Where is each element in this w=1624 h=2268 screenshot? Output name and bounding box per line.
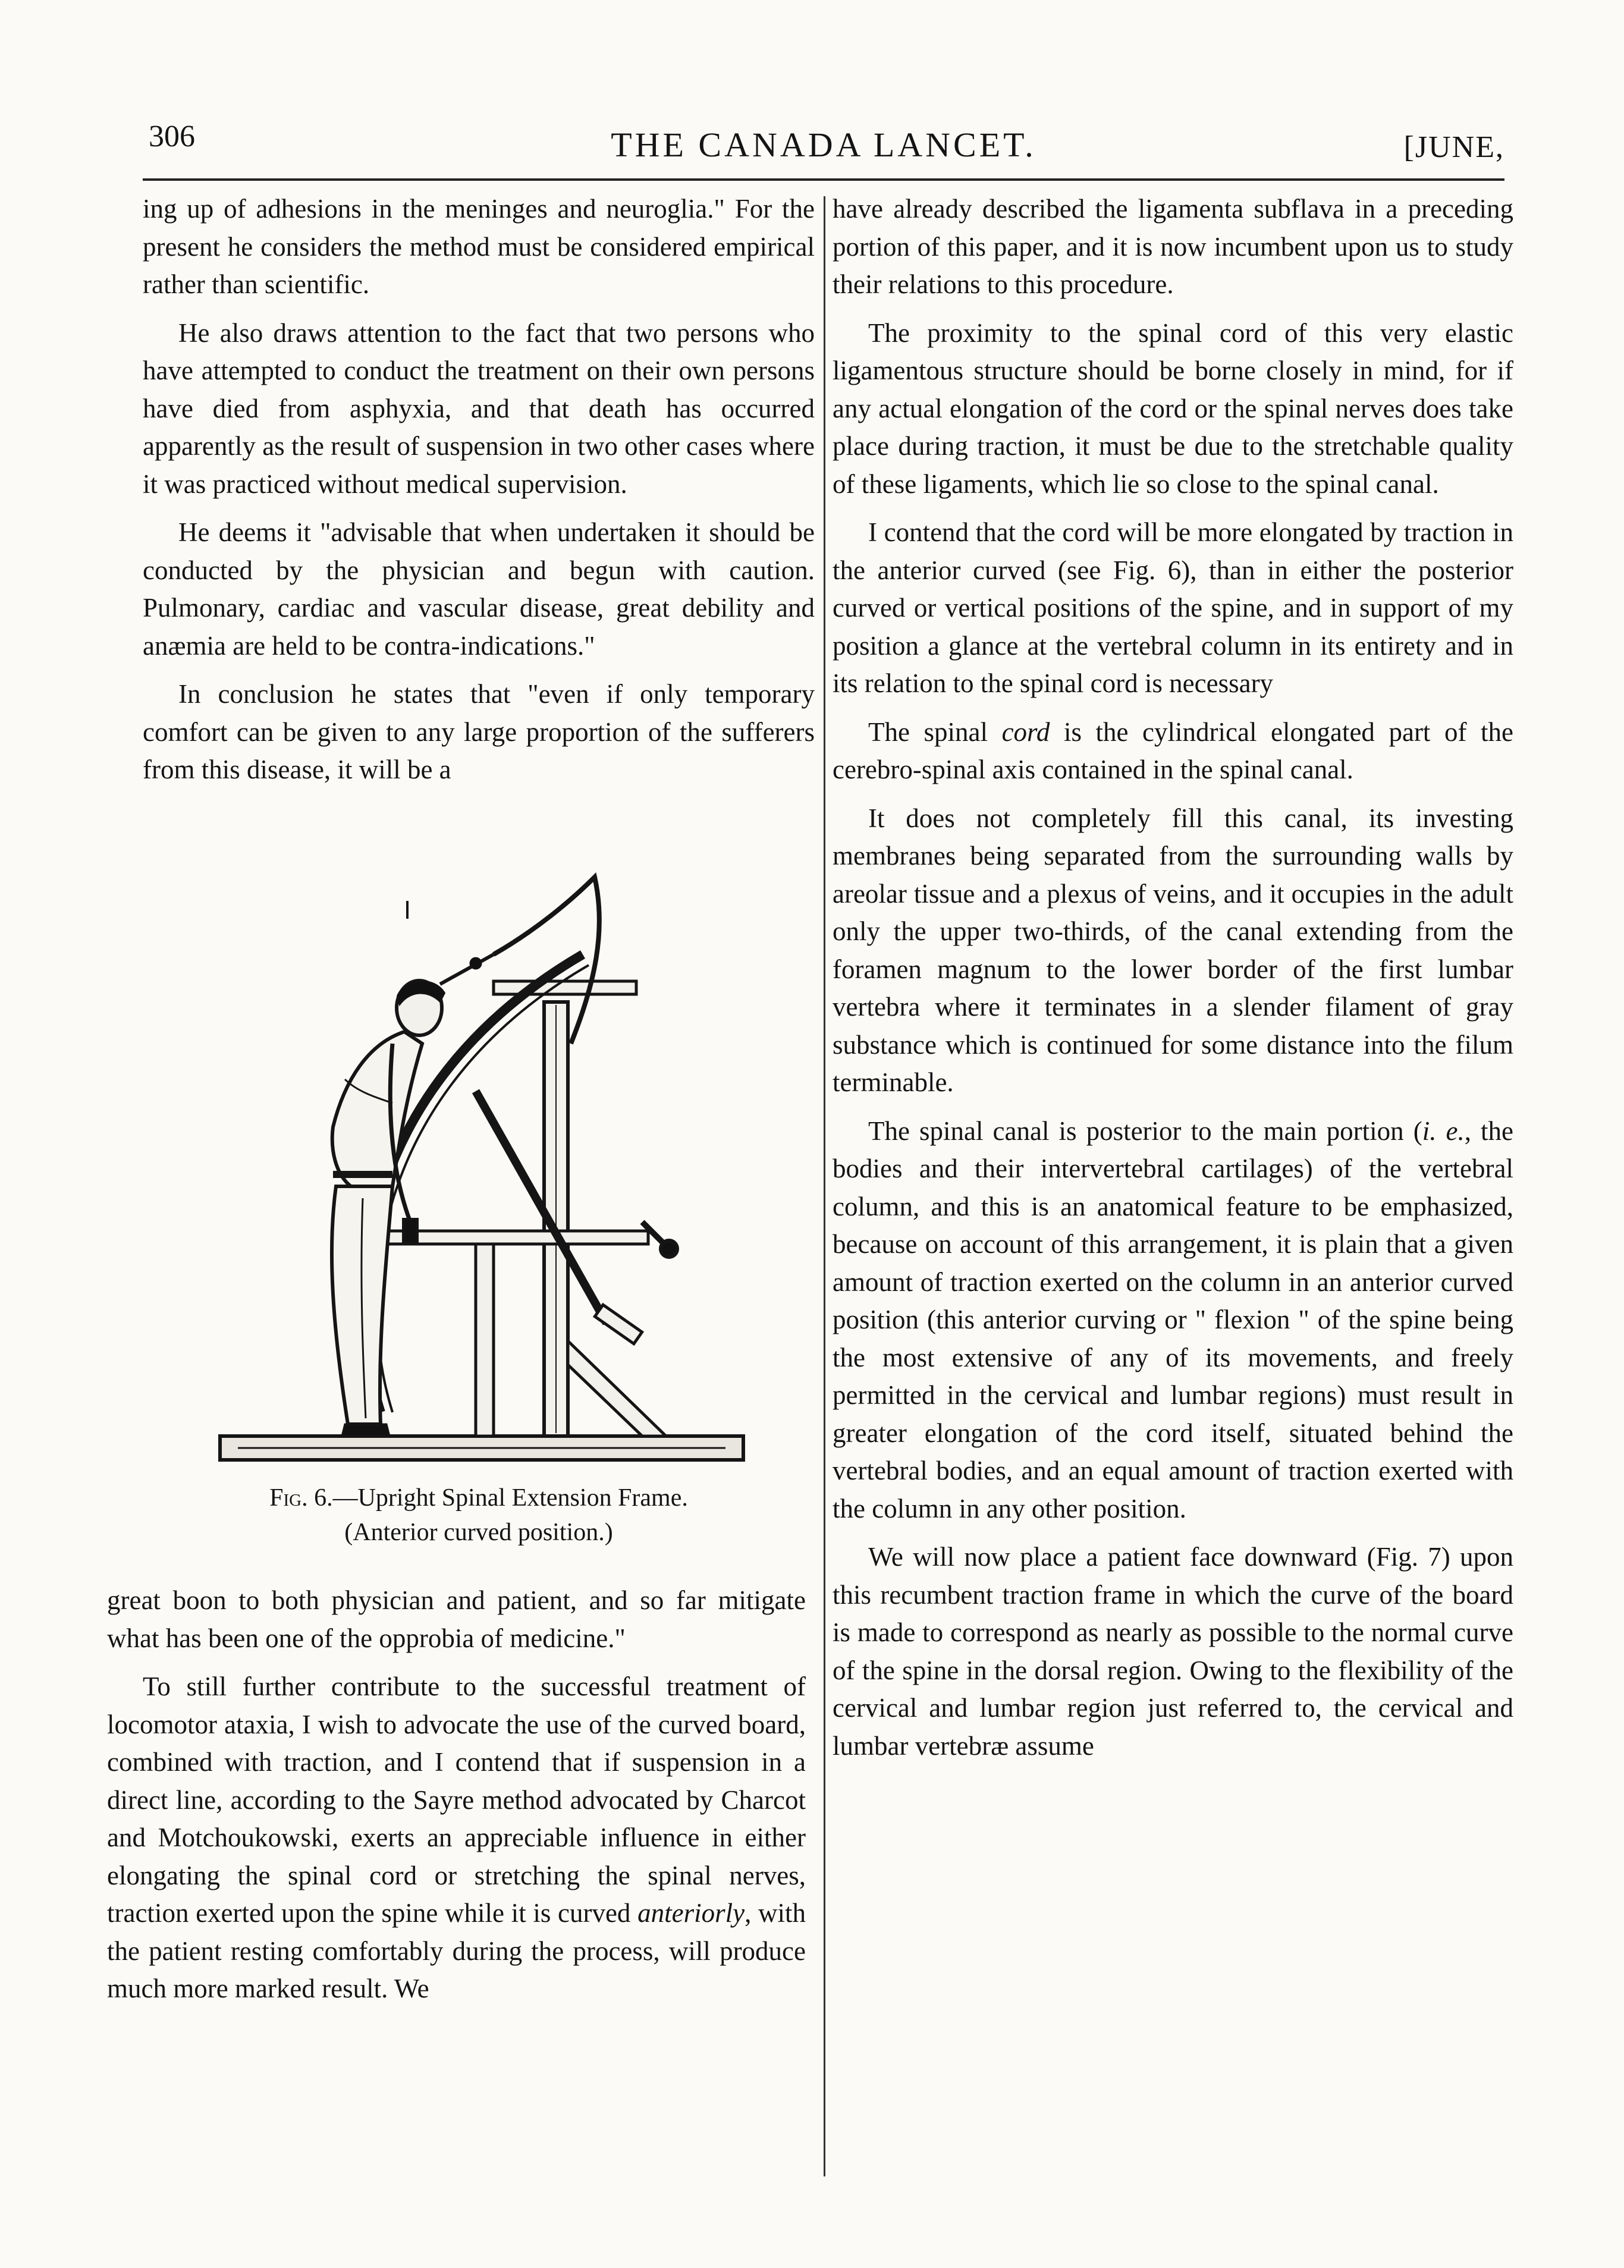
paragraph: I contend that the cord will be more elongated by traction in the anterior curved (see Fig. 6), than in either the posterior curved or vertical positions of the spine, and in support of my position a glance at the vertebral column in its entirety and in its relation to the spinal cord is necessary [833,517,1513,698]
paragraph: have already described the ligamenta subflava in a preceding portion of this paper, and it is now incumbent upon us to study their relations to this procedure. [833,194,1513,299]
issue-month: [JUNE, [1403,130,1504,164]
figure-caption [143,1481,815,1550]
paragraph: ing up of adhesions in the meninges and neuroglia." For the present he considers the method must be considered empirical rather than scientific. [143,194,815,299]
running-header [143,113,1504,181]
column-divider [824,196,825,2176]
paragraph: In conclusion he states that "even if only temporary comfort can be given to any large proportion of the sufferers from this disease, it will be a [143,679,815,784]
paragraph: The proximity to the spinal cord of this very elastic ligamentous structure should be borne closely in mind, for if any actual elongation of the cord or the spinal nerves does take place during traction, it must be due to the stretchable quality of these ligaments, which lie so close to the spinal canal. [833,318,1513,499]
left-column-top [143,190,815,789]
paragraph: He deems it "advisable that when undertaken it should be conducted by the physician and begun with caution. Pulmonary, cardiac and vascular disease, great debility and anæmia are held to be contra-indications." [143,517,815,661]
left-column-bottom [107,1582,806,2008]
caption-title: —Upright Spinal Extension Frame. [332,1484,688,1512]
emphasis: i. e. [1422,1116,1465,1146]
caption-subtitle: (Anterior curved position.) [344,1519,613,1546]
right-column [833,190,1513,1765]
journal-title: THE CANADA LANCET. [611,125,1036,164]
paragraph: To still further contribute to the successful treatment of locomotor ataxia, I wish to advocate the use of the curved board, combined with traction, and I contend that if suspension in a direct line, according to the Sayre method advocated by Charcot and Motchoukowski, exerts an appreciable influence in either elongating the spinal cord or stretching the spinal nerves, traction exerted upon the spine while it is curved anteriorly, with the patient resting comfortably during the process, will produce much more marked result. We [107,1672,806,2003]
emphasis: anteriorly [637,1898,745,1928]
page-number: 306 [149,120,195,153]
paragraph: The spinal cord is the cylindrical elongated part of the cerebro-spinal axis contained in the spinal canal. [833,717,1513,784]
paragraph: He also draws attention to the fact that two persons who have attempted to conduct the treatment on their own persons have died from asphyxia, and that death has occurred apparently as the result of suspension in two other cases where it was practiced without medical supervision. [143,318,815,499]
figure-6-illustration [214,865,749,1472]
paragraph: The spinal canal is posterior to the main portion (i. e., the bodies and their intervertebral cartilages) of the vertebral column, and this is an anatomical feature to be emphasized, because on account of this arrangement, it is plain that a given amount of traction exerted on the column in an anterior curved position (this anterior curving or " flexion " of the spine being the most extensive of any of its movements, and freely permitted in the cervical and lumbar regions) must result in greater elongation of the cord itself, situated behind the vertebral bodies, and an equal amount of traction exerted with the column in any other position. [833,1116,1514,1523]
paragraph: It does not completely fill this canal, its investing membranes being separated from the surrounding walls by areolar tissue and a plexus of veins, and it occupies in the adult only the upper two-thirds, of the canal extending from the foramen magnum to the lower border of the first lumbar vertebra where it terminates in a slender filament of gray substance which is continued for some distance into the filum terminable. [833,803,1513,1097]
emphasis: cord [1001,717,1050,747]
paragraph: great boon to both physician and patient, and so far mitigate what has been one of the opprobia of medicine." [107,1585,806,1653]
paragraph: We will now place a patient face downward (Fig. 7) upon this recumbent traction frame in which the curve of the board is made to correspond as nearly as possible to the normal curve of the spine in the dorsal region. Owing to the flexibility of the cervical and lumbar region just referred to, the cervical and lumbar vertebræ assume [833,1542,1513,1761]
caption-label: Fig. 6. [269,1484,333,1512]
